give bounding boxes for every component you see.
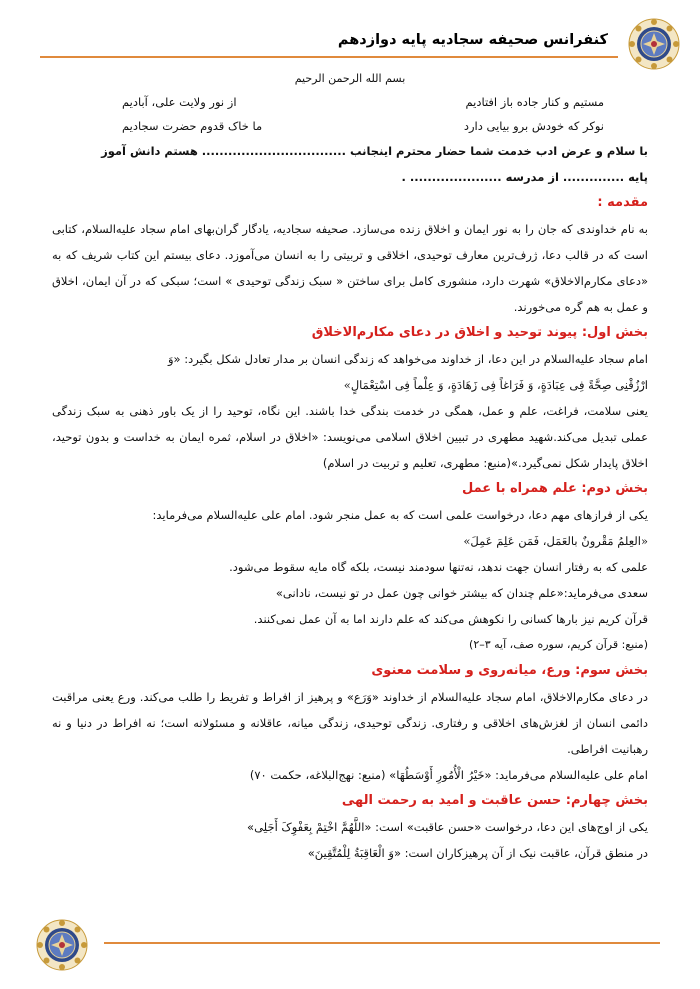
section1-line: امام سجاد علیه‌السلام در این دعا، از خداوند می‌خواهد که زندگی انسان بر مدار تعادل شکل بگیرد: «وَ (167, 352, 648, 366)
greeting-line: با سلام و عرض ادب خدمت شما حضار محترم اینجانب ................................. هستم دانش آموز (101, 144, 648, 158)
page-header (40, 18, 680, 68)
intro-paragraph: به نام خداوندی که جان را به نور ایمان و اخلاق زنده می‌سازد. صحیفه سجادیه، یادگار گران‌بهای امام سجاد علیه‌السلام، کتابی است که در قالب دعا، ژرف‌ترین معارف توحیدی، اخلاقی و تربیتی را به انسان می‌آموزد. دعای بیستم این کتاب شریف که به «دعای مکارم‌الاخلاق» شهرت دارد، منشوری کامل برای ساختن « سبک زندگی توحیدی » است؛ سبکی که در آن ایمان، اخلاق و عمل به هم گره می‌خورند. (52, 222, 648, 314)
section1-paragraph: یعنی سلامت، فراغت، علم و عمل، همگی در خدمت بندگی خدا باشند. این نگاه، توحید را از یک باور ذهنی به سبک زندگی عملی تبدیل می‌کند.شهید مطهری در تبیین اخلاق اسلامی می‌نویسد: «اخلاق در اسلام، ثمره ایمان به خداست و بدون توحید، اخلاق پایدار شکل نمی‌گیرد.»(منبع: مطهری، تعلیم و تربیت در اسلام) (52, 404, 648, 470)
section2-line: علمی که به رفتار انسان جهت ندهد، نه‌تنها سودمند نیست، بلکه گاه مایه سقوط می‌شود. (229, 560, 648, 574)
poem-hemistich: از نور ولایت علی، آبادیم (122, 95, 237, 109)
section4-line: یکی از اوج‌های این دعا، درخواست «حسن عاقبت» است: «اللَّهُمَّ اخْتِمْ بِعَفْوِکَ أَجَلِی» (247, 820, 648, 834)
rosette-ornament-icon (628, 18, 680, 70)
poem-hemistich: مستیم و کنار جاده باز افتادیم (465, 95, 604, 109)
section2-line: یکی از فرازهای مهم دعا، درخواست علمی است که به عمل منجر شود. امام علی علیه‌السلام می‌فرماید: (152, 508, 648, 522)
poem-row (52, 90, 648, 114)
greeting-line: پایه .............. از مدرسه ..................... . (401, 170, 648, 184)
section1-quote: ارْزُقْنِی صِحَّةً فِی عِبَادَةٍ، وَ فَرَاغاً فِی زَهَادَةٍ، وَ عِلْماً فِی اسْتِعْمَالٍ» (343, 378, 648, 392)
poem-row (52, 114, 648, 138)
poem-hemistich: نوکر که خودش برو بیایی دارد (463, 119, 604, 133)
footer-divider (104, 942, 660, 944)
section-heading-intro: مقدمه : (597, 195, 648, 210)
rosette-ornament-icon (36, 919, 88, 971)
section2-line: قرآن کریم نیز بارها کسانی را نکوهش می‌کند که علم دارند اما به آن عمل نمی‌کنند. (253, 612, 648, 626)
document-body (52, 68, 648, 866)
section3-paragraph: در دعای مکارم‌الاخلاق، امام سجاد علیه‌السلام از خداوند «وَرَع» و پرهیز از افراط و تفریط را طلب می‌کند. ورع یعنی مراقبت دائمی انسان از لغزش‌های اخلاقی و رفتاری. زندگی توحیدی، زندگی میانه، عاقلانه و مسئولانه است؛ نه افراط در دنیا و نه رهبانیت افراطی. (52, 690, 648, 756)
page-title: کنفرانس صحیفه سجادیه پایه دوازدهم (337, 32, 608, 48)
section-heading-4: بخش چهارم: حسن عاقبت و امید به رحمت الهی (341, 793, 648, 808)
section-heading-2: بخش دوم: علم همراه با عمل (461, 481, 648, 496)
section4-line: در منطق قرآن، عاقبت نیک از آن پرهیزکاران است: «وَ الْعَاقِبَةُ لِلْمُتَّقِینَ» (307, 846, 648, 860)
section2-source: (منبع: قرآن کریم، سوره صف، آیه ۳–۲) (469, 638, 648, 651)
section3-line: امام علی علیه‌السلام می‌فرماید: «خَیْرُ الْأُمُورِ أَوْسَطُهَا» (منبع: نهج‌البلاغه، حکمت ۷۰) (249, 768, 648, 782)
section-heading-1: بخش اول: پیوند توحید و اخلاق در دعای مکارم‌الاخلاق (311, 325, 648, 340)
poem-hemistich: ما خاک قدوم حضرت سجادیم (122, 119, 263, 133)
header-divider (40, 56, 618, 58)
section2-quote: «العِلمُ مَقْرونٌ بالعَمَل، فَمَن عَلِمَ عَمِلَ» (463, 534, 648, 548)
basmala: بسم الله الرحمن الرحیم (294, 72, 406, 85)
section-heading-3: بخش سوم: ورع، میانه‌روی و سلامت معنوی (371, 663, 648, 678)
section2-poem: سعدی می‌فرماید:«علم چندان که بیشتر خوانی چون عمل در تو نیست، نادانی» (275, 586, 648, 600)
